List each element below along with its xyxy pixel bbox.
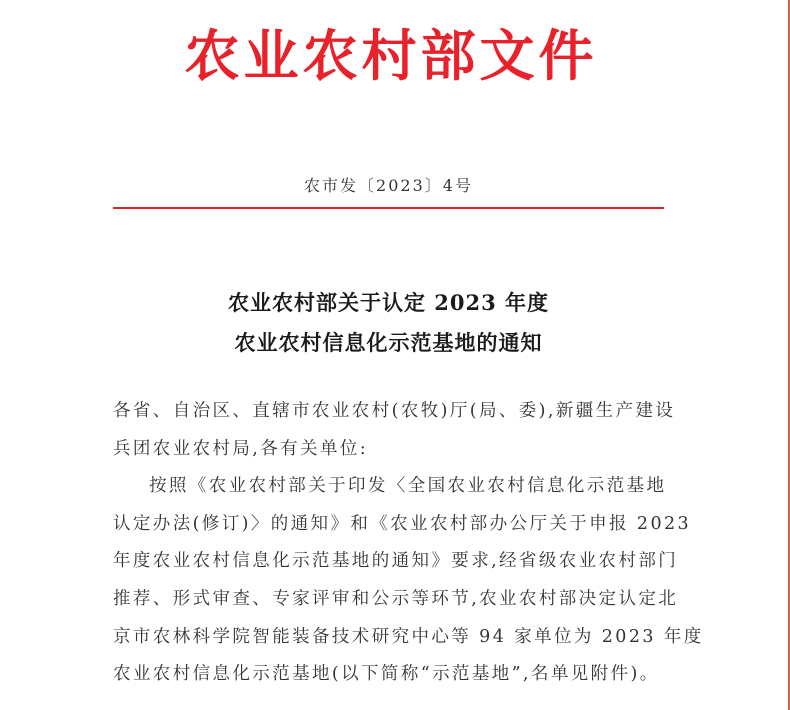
- body-paragraph-1: [113, 468, 704, 694]
- paragraph-line-4: 推荐、形式审查、专家评审和公示等环节,农业农村部决定认定北: [113, 588, 679, 609]
- salutation-line-2: 兵团农业农村局,各有关单位:: [113, 438, 369, 459]
- document-body: [113, 393, 704, 694]
- paragraph-line-6: 农业农村信息化示范基地(以下简称“示范基地”,名单见附件)。: [113, 664, 660, 685]
- salutation-line-1: 各省、自治区、直辖市农业农村(农牧)厅(局、委),新疆生产建设: [113, 401, 676, 421]
- paragraph-line-1: 按照《农业农村部关于印发〈全国农业农村信息化示范基地: [149, 476, 667, 497]
- salutation: [113, 393, 676, 468]
- title-line-1: 农业农村部关于认定 2023 年度: [227, 290, 550, 315]
- paragraph-line-2: 认定办法(修订)〉的通知》和《农业农村部办公厅关于申报 2023: [113, 513, 692, 534]
- document-title: [113, 283, 664, 363]
- document-masthead: 农业农村部文件: [184, 23, 598, 88]
- document-number: 农市发〔2023〕4号: [304, 176, 473, 195]
- red-divider-rule: [113, 207, 664, 209]
- title-line-2: 农业农村信息化示范基地的通知: [234, 330, 543, 355]
- paragraph-line-5: 京市农林科学院智能装备技术研究中心等 94 家单位为 2023 年度: [113, 626, 704, 647]
- paragraph-line-3: 年度农业农村信息化示范基地的通知》要求,经省级农业农村部门: [113, 551, 679, 572]
